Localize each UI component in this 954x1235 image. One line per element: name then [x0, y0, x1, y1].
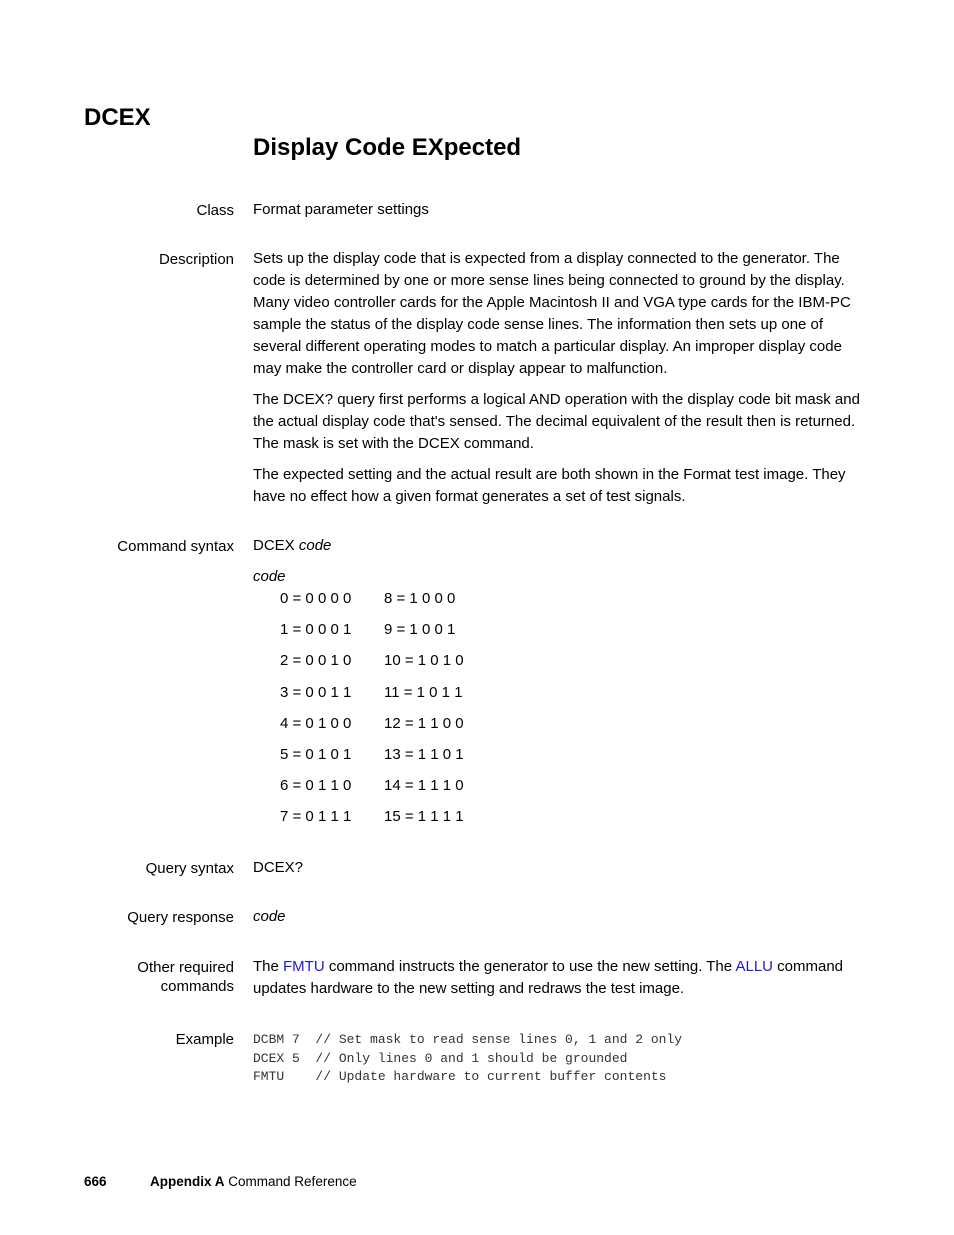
code-entry: 15 = 1 1 1 1 [384, 808, 464, 826]
code-entry: 14 = 1 1 1 0 [384, 777, 464, 795]
code-entry: 13 = 1 1 0 1 [384, 745, 464, 763]
other-required-text: The [253, 958, 284, 975]
description-body [253, 248, 869, 508]
example-code-line: DCEX 5 // Only lines 0 and 1 should be grounded [253, 1050, 628, 1066]
command-title: Display Code EXpected [253, 134, 522, 161]
query-syntax-value: DCEX? [253, 859, 304, 876]
code-param-heading: code [253, 568, 286, 585]
code-entry: 8 = 1 0 0 0 [384, 590, 456, 607]
other-required-label-line: Other required [137, 959, 234, 976]
code-row [280, 746, 494, 777]
example-label: Example [175, 1031, 234, 1048]
other-required-text: command updates hardware to the new setting and redraws the test image. [253, 958, 844, 997]
code-row [280, 715, 494, 746]
code-entry: 7 = 0 1 1 1 [280, 808, 352, 826]
allu-link[interactable]: ALLU [735, 958, 773, 975]
code-row [280, 777, 494, 808]
fmtu-link[interactable]: FMTU [283, 958, 325, 975]
code-entry: 0 = 0 0 0 0 [280, 590, 352, 607]
code-entry: 2 = 0 0 1 0 [280, 652, 352, 670]
code-row [280, 590, 494, 621]
example-code-block [253, 1031, 869, 1087]
page-footer [84, 1174, 357, 1189]
description-label: Description [158, 251, 234, 268]
other-required-body [253, 956, 869, 1000]
query-syntax-label: Query syntax [145, 860, 234, 877]
description-paragraph: The expected setting and the actual result are both shown in the Format test image. They have no effect how a given format generates a set of test signals. [253, 466, 846, 505]
other-required-label-line: commands [160, 978, 234, 995]
command-syntax-label: Command syntax [117, 538, 234, 555]
command-name: DCEX [84, 104, 151, 131]
command-syntax-param: code [298, 537, 332, 554]
code-entry: 10 = 1 0 1 0 [384, 652, 464, 670]
code-entry: 12 = 1 1 0 0 [384, 714, 464, 732]
code-entry: 4 = 0 1 0 0 [280, 714, 352, 732]
code-table [280, 590, 494, 840]
footer-appendix: Appendix A [150, 1174, 225, 1189]
code-entry: 11 = 1 0 1 1 [384, 683, 463, 701]
description-paragraph: The DCEX? query first performs a logical AND operation with the display code bit mask and the actual display code that's sensed. The decimal equivalent of the result then is returned. The mask is set with the DCEX command. [253, 391, 860, 452]
code-entry: 1 = 0 0 0 1 [280, 621, 352, 639]
code-row [280, 621, 494, 652]
code-entry: 5 = 0 1 0 1 [280, 745, 352, 763]
code-entry: 6 = 0 1 1 0 [280, 777, 352, 795]
query-response-label: Query response [127, 909, 234, 926]
description-paragraph: Sets up the display code that is expected from a display connected to the generator. The code is determined by one or more sense lines being connected to ground by the display. Many video controller cards for the Apple Macintosh II and VGA type cards for the IBM-PC sample the status of the display code sense lines. The information then sets up one of several different operating modes to match a particular display. An improper display code may make the controller card or display appear to malfunction. [253, 250, 851, 377]
code-row [280, 684, 494, 715]
page-number: 666 [84, 1174, 107, 1189]
example-code-line: DCBM 7 // Set mask to read sense lines 0, 1 and 2 only [253, 1032, 683, 1047]
code-entry: 9 = 1 0 0 1 [384, 621, 456, 639]
other-required-label [137, 958, 234, 996]
footer-section: Command Reference [228, 1174, 357, 1189]
command-syntax-value [253, 535, 869, 557]
other-required-text: command instructs the generator to use the new setting. The [324, 958, 736, 975]
class-value: Format parameter settings [253, 201, 429, 218]
code-row [280, 808, 494, 839]
command-syntax-command: DCEX [253, 537, 295, 554]
class-label: Class [196, 202, 234, 219]
example-code-line: FMTU // Update hardware to current buffer contents [253, 1069, 667, 1084]
query-response-value: code [253, 908, 286, 925]
code-entry: 3 = 0 0 1 1 [280, 683, 352, 701]
code-row [280, 652, 494, 683]
